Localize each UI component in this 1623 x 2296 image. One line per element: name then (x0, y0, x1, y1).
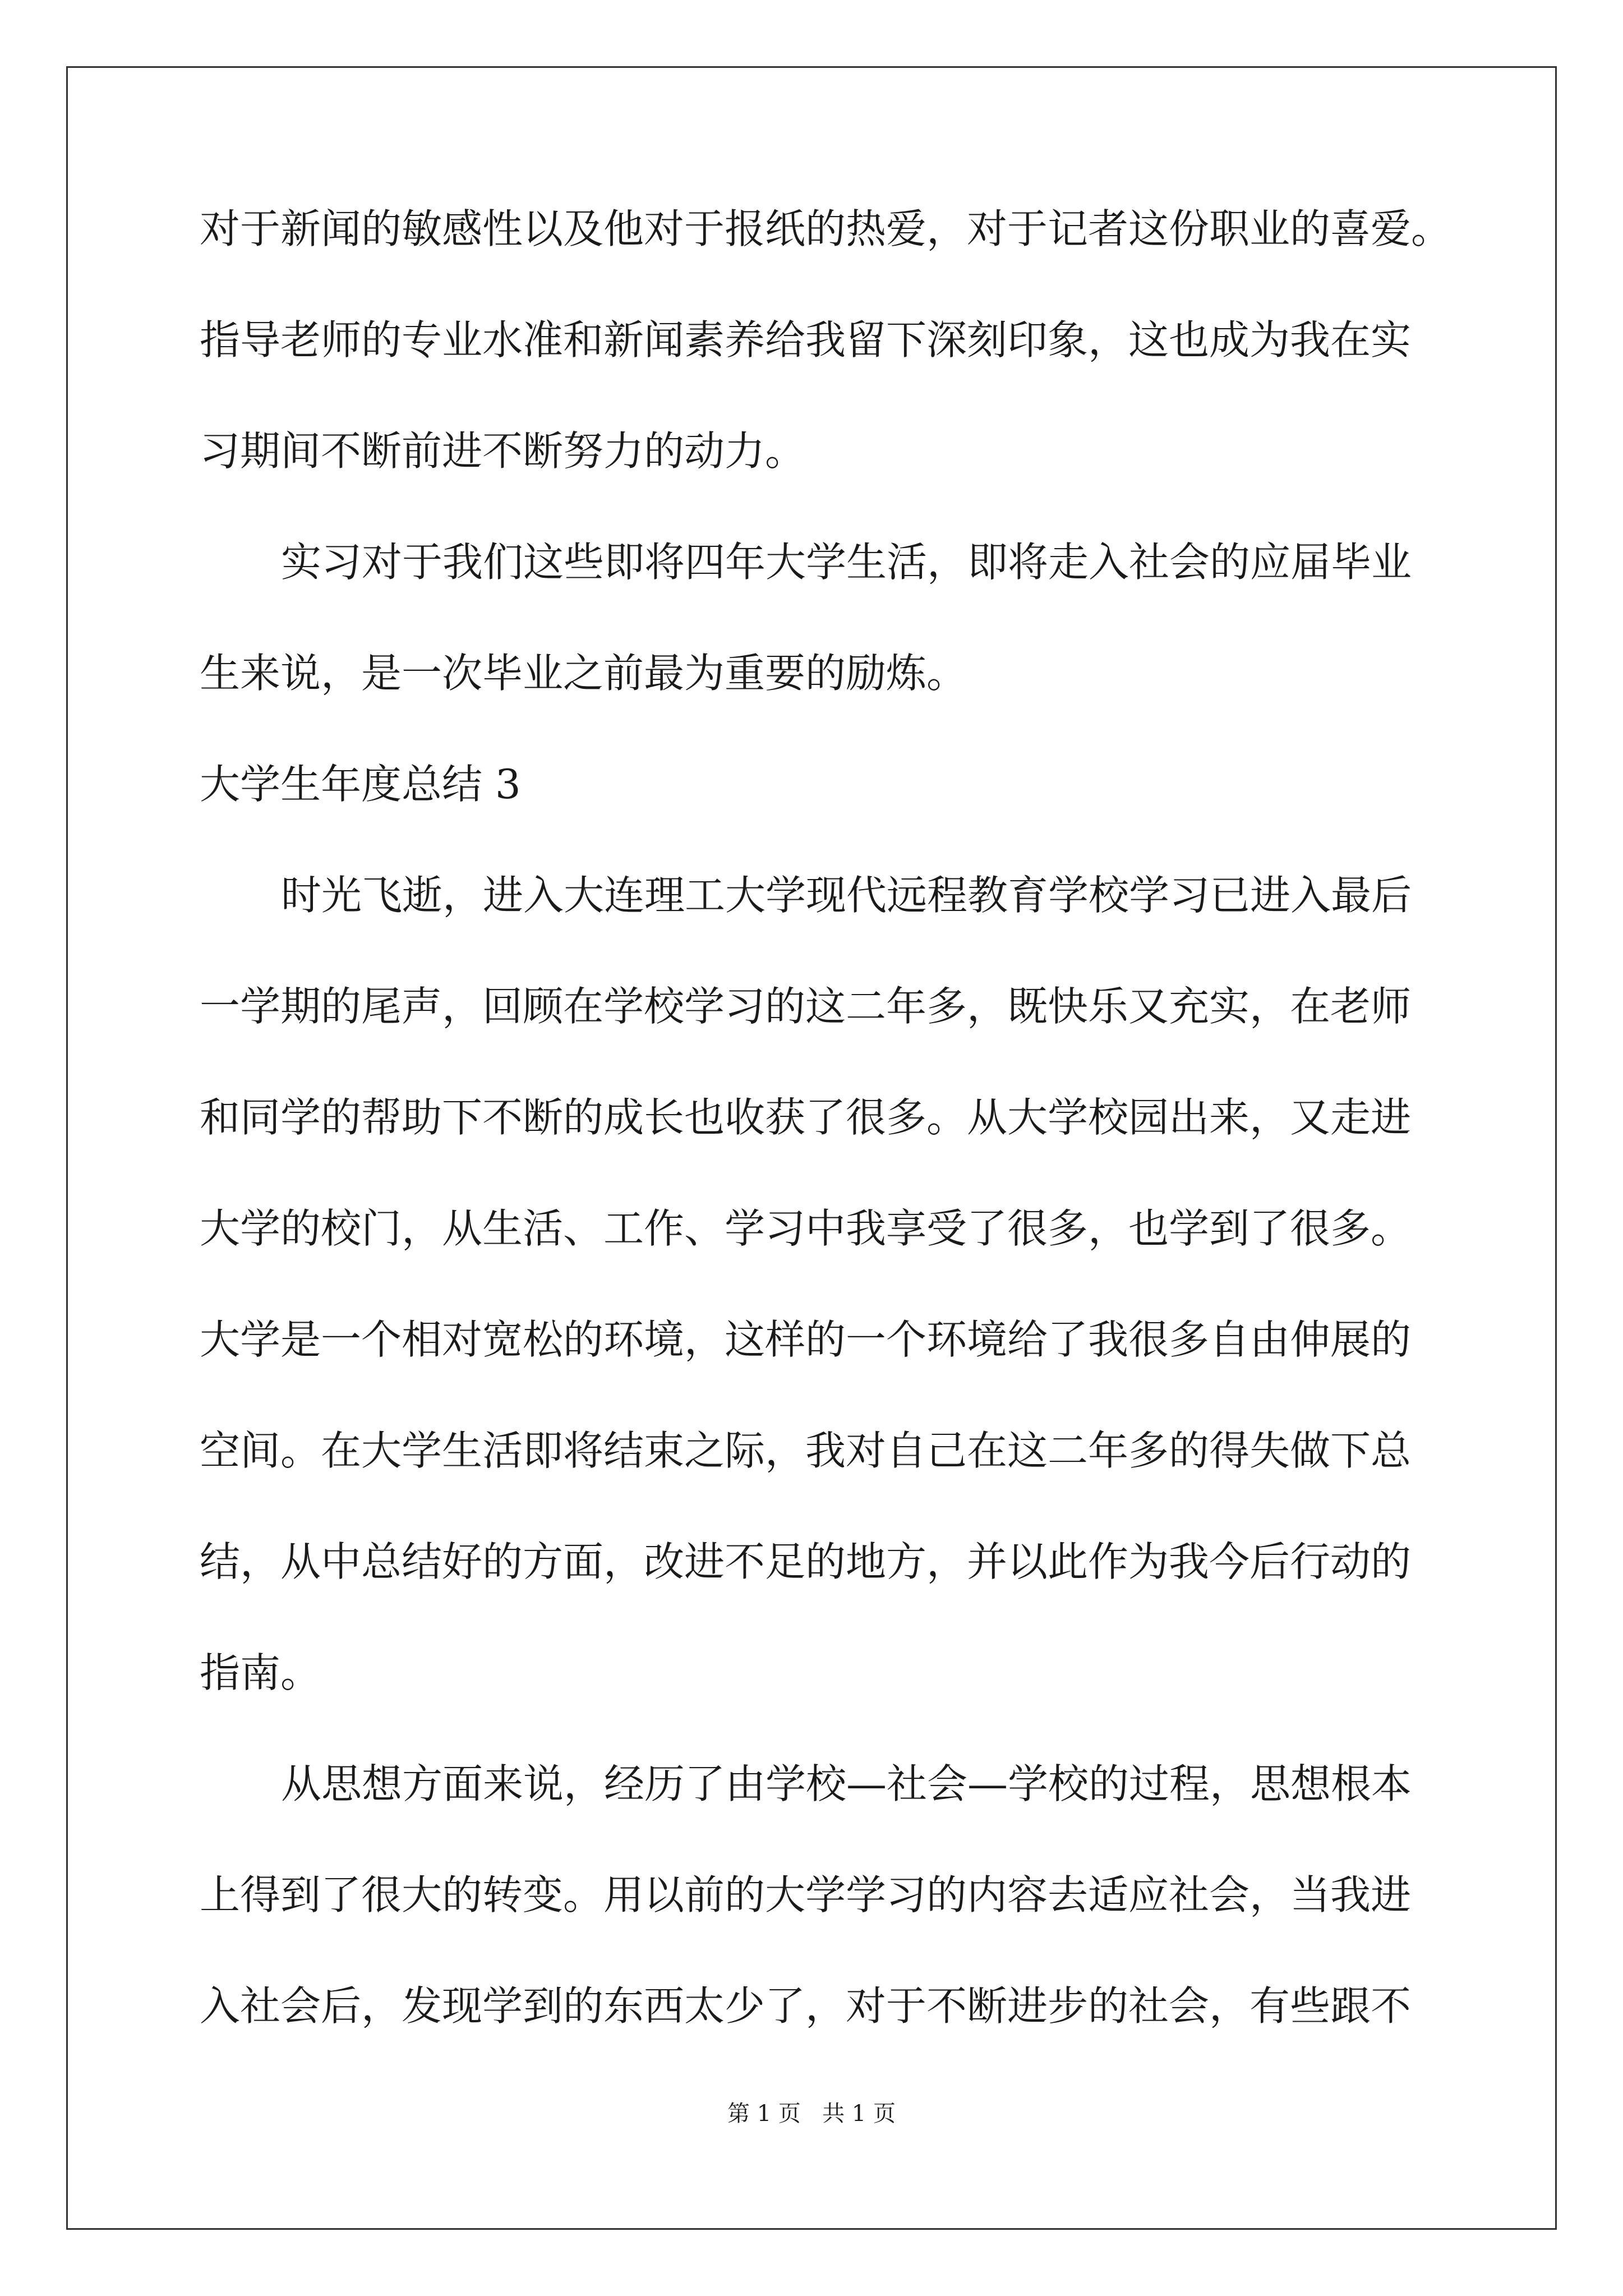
text-line: 结，从中总结好的方面，改进不足的地方，并以此作为我今后行动的 (200, 1538, 1412, 1585)
text-line: 指导老师的专业水准和新闻素养给我留下深刻印象，这也成为我在实 (200, 316, 1412, 364)
text-line: 入社会后，发现学到的东西太少了，对于不断进步的社会，有些跟不 (200, 1982, 1412, 2030)
text-line: 大学的校门，从生活、工作、学习中我享受了很多，也学到了很多。 (200, 1205, 1412, 1252)
text-line: 对于新闻的敏感性以及他对于报纸的热爱，对于记者这份职业的喜爱。 (200, 205, 1452, 252)
text-line: 大学是一个相对宽松的环境，这样的一个环境给了我很多自由伸展的 (200, 1316, 1412, 1363)
paragraph-first-line: 实习对于我们这些即将四年大学生活，即将走入社会的应届毕业 (281, 539, 1412, 586)
text-line: 一学期的尾声，回顾在学校学习的这二年多，既快乐又充实，在老师 (200, 983, 1412, 1030)
section-heading: 大学生年度总结 3 (200, 761, 521, 808)
text-line: 空间。在大学生活即将结束之际，我对自己在这二年多的得失做下总 (200, 1427, 1412, 1474)
text-line: 指南。 (200, 1649, 321, 1696)
text-line: 生来说，是一次毕业之前最为重要的励炼。 (200, 650, 967, 697)
paragraph-first-line: 从思想方面来说，经历了由学校—社会—学校的过程，思想根本 (281, 1760, 1412, 1807)
text-line: 习期间不断前进不断努力的动力。 (200, 427, 806, 475)
text-line: 和同学的帮助下不断的成长也收获了很多。从大学校园出来，又走进 (200, 1094, 1412, 1141)
paragraph-first-line: 时光飞逝，进入大连理工大学现代远程教育学校学习已进入最后 (281, 872, 1412, 919)
page-footer: 第 1 页 共 1 页 (727, 2101, 896, 2127)
text-line: 上得到了很大的转变。用以前的大学学习的内容去适应社会，当我进 (200, 1871, 1412, 1918)
